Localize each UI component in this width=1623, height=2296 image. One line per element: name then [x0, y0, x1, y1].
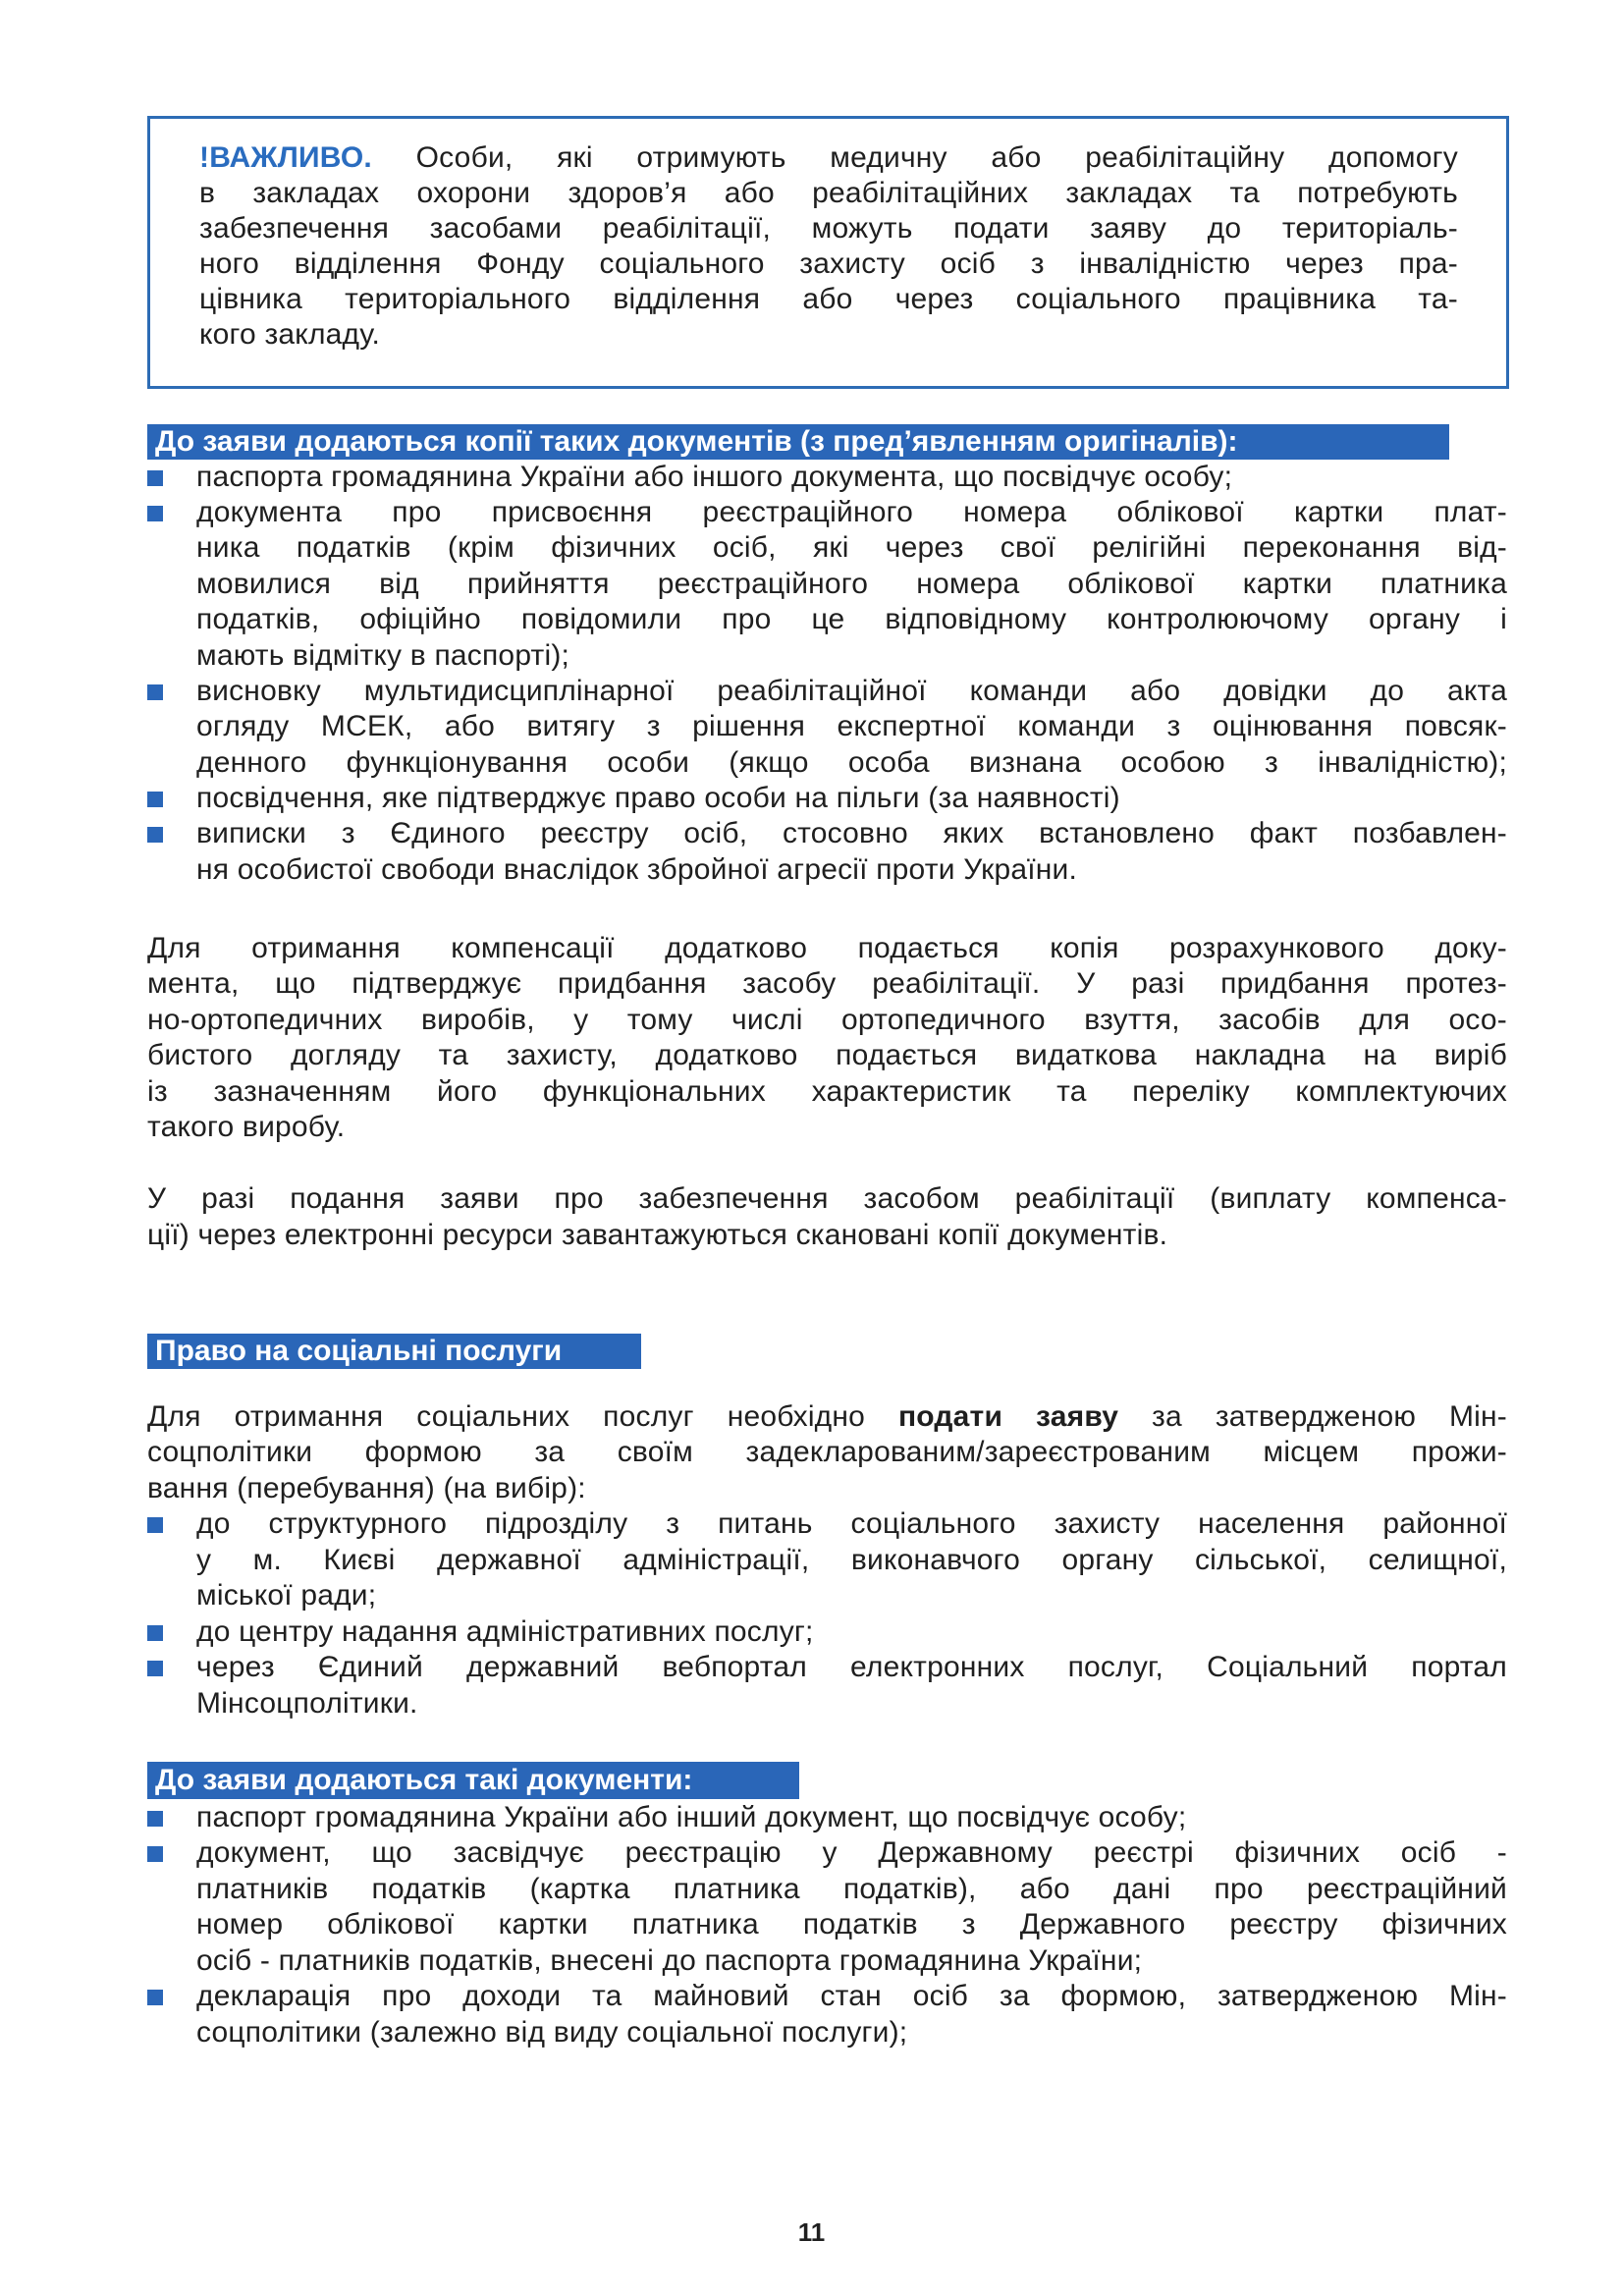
list-item-continuation: міської ради; — [196, 1579, 377, 1612]
list-item: паспорта громадянина України або іншого документа, що посвідчує особу; — [196, 461, 1233, 493]
list-item-continuation: платників податків (картка платника податків), або дані про реєстраційний — [196, 1873, 1507, 1905]
bullet-square-icon — [147, 1811, 163, 1827]
paragraph-line: но-ортопедичних виробів, у тому числі ортопедичного взуття, засобів для осо- — [147, 1004, 1507, 1036]
section-heading-documents-copies: До заяви додаються копії таких документів (з пред’явленням оригіналів): — [147, 424, 1449, 460]
paragraph-line: Для отримання компенсації додатково подається копія розрахункового доку- — [147, 932, 1507, 964]
list-item: документ, що засвідчує реєстрацію у Державному реєстрі фізичних осіб - — [196, 1836, 1507, 1869]
note-line-5: цівника територіального відділення або через соціального працівника та- — [199, 283, 1458, 315]
bullet-square-icon — [147, 1517, 163, 1533]
note-line-6: кого закладу. — [199, 318, 380, 351]
list-item-continuation: у м. Києві державної адміністрації, виконавчого органу сільської, селищної, — [196, 1544, 1507, 1576]
note-line-1: !ВАЖЛИВО. Особи, які отримують медичну або реабілітаційну допомогу — [199, 141, 1458, 174]
page-number: 11 — [797, 2217, 826, 2247]
list-item-continuation: ника податків (крім фізичних осіб, які через свої релігійні переконання від- — [196, 531, 1507, 564]
list-item-continuation: денного функціонування особи (якщо особа визнана особою з інвалідністю); — [196, 746, 1507, 779]
bullet-square-icon — [147, 792, 163, 807]
note-line-3: забезпечення засобами реабілітації, можуть подати заяву до територіаль- — [199, 212, 1458, 245]
bullet-square-icon — [147, 827, 163, 843]
list-item: посвідчення, яке підтверджує право особи на пільги (за наявності) — [196, 782, 1120, 814]
list-item-continuation: осіб - платників податків, внесені до паспорта громадянина України; — [196, 1944, 1143, 1977]
paragraph-line: Для отримання соціальних послуг необхідно подати заяву за затвердженою Мін- — [147, 1400, 1507, 1433]
paragraph-line: із зазначенням його функціональних характеристик та переліку комплектуючих — [147, 1075, 1507, 1108]
submit-application-emphasis: подати заяву — [897, 1400, 1119, 1433]
bullet-square-icon — [147, 1625, 163, 1641]
bullet-square-icon — [147, 1846, 163, 1862]
bullet-square-icon — [147, 506, 163, 521]
list-item-continuation: соцполітики (залежно від виду соціальної послуги); — [196, 2016, 908, 2049]
list-item: виписки з Єдиного реєстру осіб, стосовно яких встановлено факт позбавлен- — [196, 817, 1507, 849]
list-item: паспорт громадянина України або інший документ, що посвідчує особу; — [196, 1801, 1187, 1833]
list-item-continuation: мають відмітку в паспорті); — [196, 639, 570, 672]
list-item-continuation: податків, офіційно повідомили про це відповідному контролюючому органу і — [196, 603, 1507, 635]
bullet-square-icon — [147, 470, 163, 486]
bullet-square-icon — [147, 1990, 163, 2005]
list-item: через Єдиний державний вебпортал електронних послуг, Соціальний портал — [196, 1651, 1507, 1683]
paragraph-line: вання (перебування) (на вибір): — [147, 1472, 586, 1504]
bullet-square-icon — [147, 1661, 163, 1676]
note-line-4: ного відділення Фонду соціального захисту осіб з інвалідністю через пра- — [199, 247, 1458, 280]
important-label: !ВАЖЛИВО. — [199, 141, 372, 174]
paragraph-line: бистого догляду та захисту, додатково подається видаткова накладна на виріб — [147, 1039, 1507, 1071]
list-item-continuation: Мінсоцполітики. — [196, 1687, 418, 1720]
note-line-2: в закладах охорони здоров’я або реабілітаційних закладах та потребують — [199, 177, 1458, 209]
section-heading-social-services: Право на соціальні послуги — [147, 1334, 641, 1369]
bullet-square-icon — [147, 684, 163, 700]
list-item: до центру надання адміністративних послуг; — [196, 1615, 814, 1648]
paragraph-line: такого виробу. — [147, 1111, 346, 1143]
list-item: висновку мультидисциплінарної реабілітаційної команди або довідки до акта — [196, 675, 1507, 707]
list-item-continuation: огляду МСЕК, або витягу з рішення експертної команди з оцінювання повсяк- — [196, 710, 1507, 742]
list-item: документа про присвоєння реєстраційного номера облікової картки плат- — [196, 496, 1507, 528]
list-item: до структурного підрозділу з питань соціального захисту населення районної — [196, 1507, 1507, 1540]
paragraph-line: соцполітики формою за своїм задекларованим/зареєстрованим місцем прожи- — [147, 1436, 1507, 1468]
paragraph-line: ції) через електронні ресурси завантажуються скановані копії документів. — [147, 1219, 1168, 1251]
list-item-continuation: мовилися від прийняття реєстраційного номера облікової картки платника — [196, 568, 1507, 600]
paragraph-line: У разі подання заяви про забезпечення засобом реабілітації (виплату компенса- — [147, 1182, 1507, 1215]
list-item-continuation: номер облікової картки платника податків з Державного реєстру фізичних — [196, 1908, 1507, 1941]
paragraph-line: мента, що підтверджує придбання засобу реабілітації. У разі придбання протез- — [147, 967, 1507, 1000]
list-item-continuation: ня особистої свободи внаслідок збройної агресії проти України. — [196, 853, 1078, 886]
list-item: декларація про доходи та майновий стан осіб за формою, затвердженою Мін- — [196, 1980, 1507, 2012]
section-heading-required-documents: До заяви додаються такі документи: — [147, 1762, 799, 1799]
